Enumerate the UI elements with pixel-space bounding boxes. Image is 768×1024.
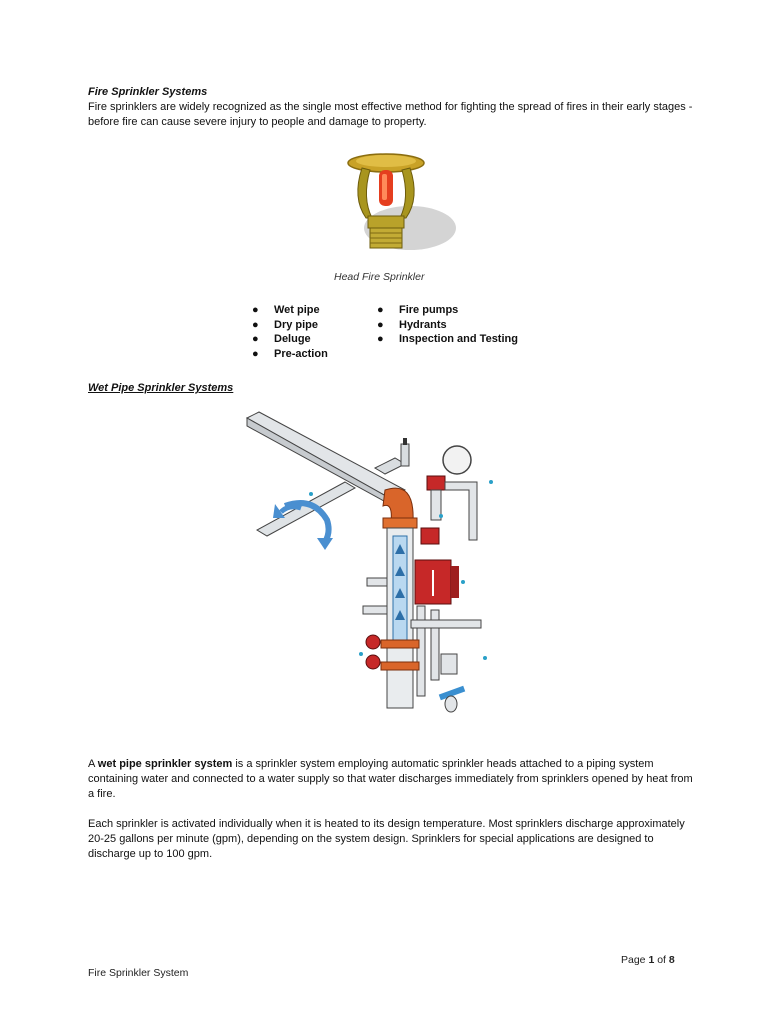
definition-line-3: a fire. [88,788,116,800]
page-number: Page 1 of 8 [621,954,675,966]
bold-term: wet pipe sprinkler system [97,758,233,770]
list-item: ● Inspection and Testing [377,333,518,345]
activation-line-1: Each sprinkler is activated individually when it is heated to its design temperature. Most sprinklers discharge approximately [88,818,685,830]
list-item: ● Wet pipe [252,304,320,316]
activation-line-3: discharge up to 100 gpm. [88,848,213,860]
footer-title: Fire Sprinkler System [88,967,189,979]
section-heading-wet-pipe-sprinkler-systems: Wet Pipe Sprinkler Systems [88,382,234,394]
intro-line-2: before fire can cause severe injury to people and damage to property. [88,116,427,128]
intro-line-1: Fire sprinklers are widely recognized as the single most effective method for fighting the spread of fires in their early stages - [88,101,693,113]
list-item: ● Deluge [252,333,311,345]
bullet-list-left [252,303,328,361]
definition-line-1: A wet pipe sprinkler system is a sprinkler system employing automatic sprinkler heads attached to a piping system [88,758,654,770]
list-item: ● Dry pipe [252,318,319,331]
list-item: ● Hydrants [377,318,447,331]
intro-paragraph [88,100,693,130]
list-item: ● Pre-action [252,347,328,360]
wet-pipe-definition-paragraph [88,757,693,802]
figure-caption-head-fire-sprinkler: Head Fire Sprinkler [334,271,425,283]
sprinkler-head-image [338,148,456,266]
wet-pipe-riser-diagram [245,410,495,720]
definition-line-2: containing water and connected to a water supply so that water discharges immediately from sprinklers opened by heat from [88,773,693,785]
activation-paragraph [88,817,688,862]
list-item: ● Fire pumps [377,304,459,316]
bullet-list-right [377,303,518,347]
section-heading-fire-sprinkler-systems: Fire Sprinkler Systems [88,86,208,98]
activation-line-2: 20-25 gallons per minute (gpm), depending on the system design. Sprinklers for special applications are designed to [88,833,654,845]
